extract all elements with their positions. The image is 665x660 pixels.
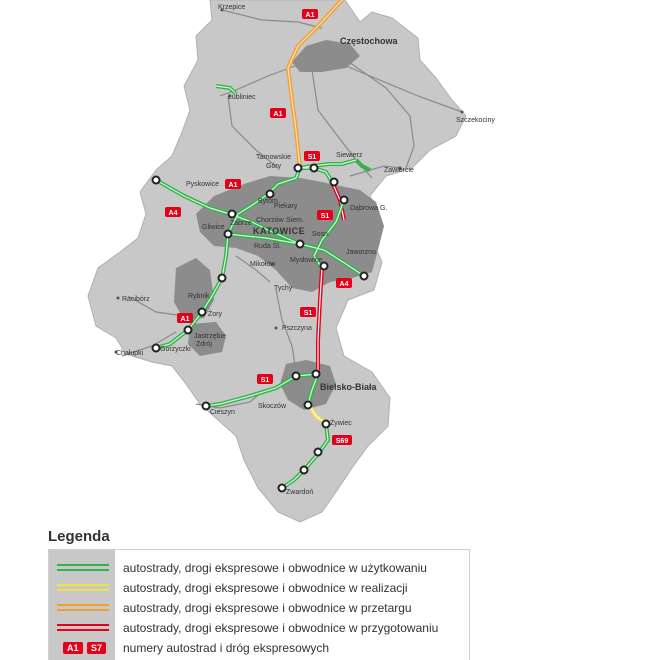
legend-box: [48, 549, 470, 660]
node: [323, 421, 330, 428]
badge-s1-pszczyna: [300, 307, 316, 317]
city-label-zory: Żory: [208, 311, 222, 318]
legend-swatch-in-construction: [57, 584, 109, 592]
svg-text:A1: A1: [228, 182, 238, 189]
city-label-piekary: Piekary: [274, 203, 298, 210]
city-label-jastrzebie-2: Zdrój: [196, 341, 212, 348]
node: [185, 327, 192, 334]
node: [279, 485, 286, 492]
legend-label-in-use: autostrady, drogi ekspresowe i obwodnice w użytkowaniu: [123, 561, 427, 575]
node: [199, 309, 206, 316]
city-label-czestochowa: Częstochowa: [340, 36, 398, 46]
city-label-myslowice: Mysłowice: [290, 257, 323, 264]
legend-label-road-numbers: numery autostrad i dróg ekspresowych: [123, 641, 330, 655]
badge-s1-bielsko: [257, 374, 273, 384]
node: [219, 275, 226, 282]
city-label-krzepice: Krzepice: [218, 4, 246, 11]
node: [153, 177, 160, 184]
badge-a1-south: [177, 313, 193, 323]
legend-swatch-tender: [57, 604, 109, 612]
city-label-jaworzno: Jaworzno: [346, 249, 376, 256]
legend-badge-a1: A1: [63, 642, 83, 654]
svg-text:S1: S1: [303, 310, 313, 317]
city-label-siemianowice: Siem.: [286, 217, 304, 224]
badge-s1-dabrowa: [317, 210, 333, 220]
city-label-rybnik: Rybnik: [188, 293, 210, 300]
legend-row-tender: [49, 598, 469, 618]
city-label-siewierz: Siewierz: [336, 152, 363, 159]
city-label-pszczyna: Pszczyna: [282, 325, 312, 332]
badge-s1-north: [304, 151, 320, 161]
node: [153, 345, 160, 352]
svg-text:A1: A1: [180, 316, 190, 323]
city-label-lubliniec: Lubliniec: [228, 94, 256, 101]
city-label-chalupki: Chałupki: [116, 350, 144, 357]
city-label-jastrzebie: Jastrzębie: [194, 333, 226, 340]
svg-text:S69: S69: [335, 438, 349, 445]
legend-row-in-use: [49, 558, 469, 578]
node: [203, 403, 210, 410]
city-label-tarnowskie-gory-2: Góry: [266, 163, 282, 170]
city-label-pyskowice: Pyskowice: [186, 181, 220, 188]
badge-a1-north: [302, 9, 318, 19]
badge-a4-east: [336, 278, 352, 288]
node: [293, 373, 300, 380]
city-label-gorzyczki: Gorzyczki: [160, 346, 191, 353]
city-label-tarnowskie-gory: Tarnowskie: [256, 154, 292, 161]
city-label-bytom: Bytom: [258, 198, 278, 205]
node: [315, 449, 322, 456]
city-label-dabrowa: Dąbrowa G.: [350, 205, 388, 212]
node: [229, 211, 236, 218]
legend-label-in-construction: autostrady, drogi ekspresowe i obwodnice w realizacji: [123, 581, 408, 595]
node: [301, 467, 308, 474]
node: [295, 165, 302, 172]
svg-text:S1: S1: [307, 154, 317, 161]
svg-text:A1: A1: [273, 111, 283, 118]
city-label-ruda: Ruda Śl.: [254, 243, 281, 250]
legend-row-preparation: [49, 618, 469, 638]
node: [311, 165, 318, 172]
city-label-tychy: Tychy: [274, 285, 293, 292]
badge-s69: [332, 435, 352, 445]
svg-text:A4: A4: [339, 281, 349, 288]
legend-title: Legenda: [48, 528, 110, 545]
svg-text:S1: S1: [320, 213, 330, 220]
city-label-zabrze: Zabrze: [230, 220, 252, 227]
city-label-cieszyn: Cieszyn: [210, 409, 235, 416]
city-label-chorzow: Chorzów: [256, 217, 284, 224]
badge-a1-mid: [270, 108, 286, 118]
legend: [48, 528, 470, 659]
node: [313, 371, 320, 378]
node: [331, 179, 338, 186]
legend-label-preparation: autostrady, drogi ekspresowe i obwodnice w przygotowaniu: [123, 621, 439, 635]
city-label-sosnowiec: Sosn.: [312, 231, 330, 238]
svg-text:A1: A1: [305, 12, 315, 19]
city-label-gliwice: Gliwice: [202, 224, 225, 231]
legend-row-road-numbers: [49, 638, 469, 658]
node: [225, 231, 232, 238]
legend-row-in-construction: [49, 578, 469, 598]
badge-a1-pyskowice: [225, 179, 241, 189]
legend-swatch-preparation: [57, 624, 109, 632]
city-label-mikolow: Mikołów: [250, 261, 276, 268]
svg-text:S1: S1: [260, 377, 270, 384]
legend-swatch-in-use: [57, 564, 109, 572]
city-label-bielsko: Bielsko-Biała: [320, 382, 377, 392]
city-label-skoczow: Skoczów: [258, 403, 287, 410]
node: [341, 197, 348, 204]
node: [297, 241, 304, 248]
city-label-zawiercie: Zawiercie: [384, 167, 414, 174]
node: [361, 273, 368, 280]
city-label-zwardon: Zwardoń: [286, 489, 314, 496]
node: [305, 402, 312, 409]
node: [267, 191, 274, 198]
legend-label-tender: autostrady, drogi ekspresowe i obwodnice w przetargu: [123, 601, 412, 615]
city-label-zywiec: Żywiec: [330, 420, 352, 427]
badge-a4-west: [165, 207, 181, 217]
city-label-katowice: KATOWICE: [253, 226, 306, 236]
legend-badge-s7: S7: [87, 642, 106, 654]
city-label-szczekociny: Szczekociny: [456, 117, 495, 124]
svg-text:A4: A4: [168, 210, 178, 217]
city-label-raciborz: Racibórz: [122, 296, 150, 303]
